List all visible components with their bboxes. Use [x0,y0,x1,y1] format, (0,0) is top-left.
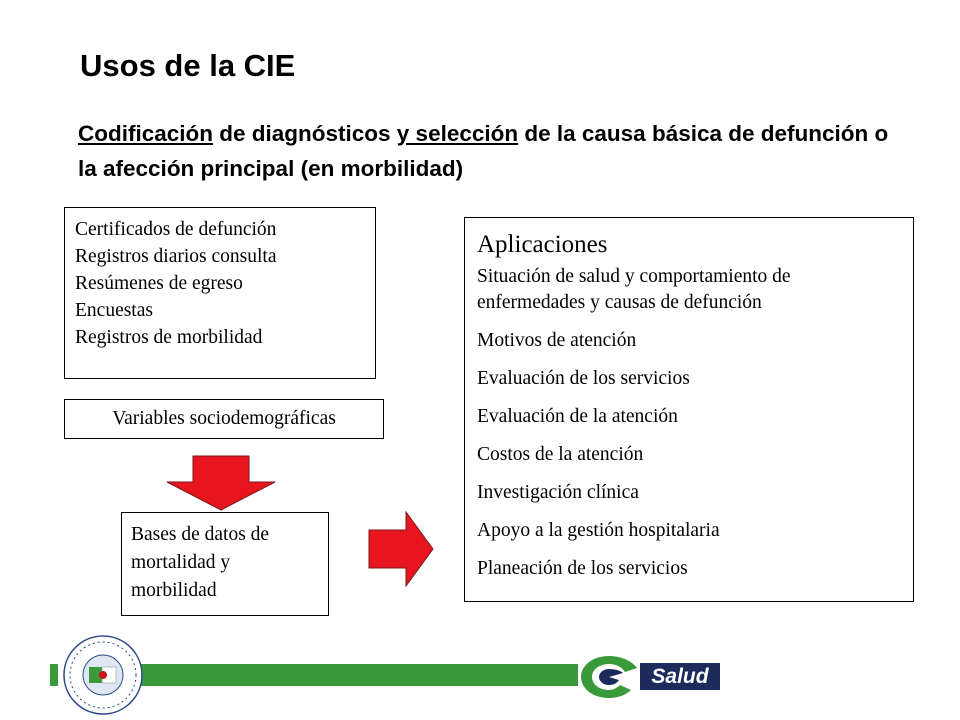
application-item: Evaluación de la atención [477,406,678,427]
footer-bar-left [50,664,58,686]
application-item: Investigación clínica [477,482,639,503]
application-item: Motivos de atención [477,330,637,351]
subtitle-text-part: de diagnósticos [213,121,397,146]
application-item: Situación de salud y comportamiento de enfermedades y causas de defunción [477,266,791,313]
application-item: Apoyo a la gestión hospitalaria [477,520,720,541]
salud-swirl-logo-icon [578,652,640,702]
data-sources-box [64,207,376,379]
source-item: Registros diarios consulta [75,246,277,267]
cemece-seal-icon [62,634,144,716]
application-item: Planeación de los servicios [477,558,688,579]
down-arrow-icon [166,455,276,511]
slide-subtitle [78,116,898,186]
applications-box [464,217,914,602]
slide-title: Usos de la CIE [80,48,296,83]
bases-line: Bases de datos de [131,524,270,545]
subtitle-word-codificacion: Codificación [78,121,214,146]
variables-box: Variables sociodemográficas [64,399,384,439]
footer-bar-middle [140,664,578,686]
bases-line: mortalidad y [131,552,231,573]
source-item: Certificados de defunción [75,219,277,240]
source-item: Encuestas [75,300,153,321]
application-item: Costos de la atención [477,444,644,465]
applications-heading: Aplicaciones [477,231,608,258]
source-item: Registros de morbilidad [75,327,263,348]
salud-label: Salud [640,663,720,690]
bases-line: morbilidad [131,580,217,601]
subtitle-word-seleccion: y selección [396,121,519,146]
source-item: Resúmenes de egreso [75,273,243,294]
subtitle-text-part: de la causa básica de defunción o la afección principal (en morbilidad) [78,121,889,181]
databases-box [121,512,329,616]
right-arrow-icon [368,511,434,587]
application-item: Evaluación de los servicios [477,368,690,389]
